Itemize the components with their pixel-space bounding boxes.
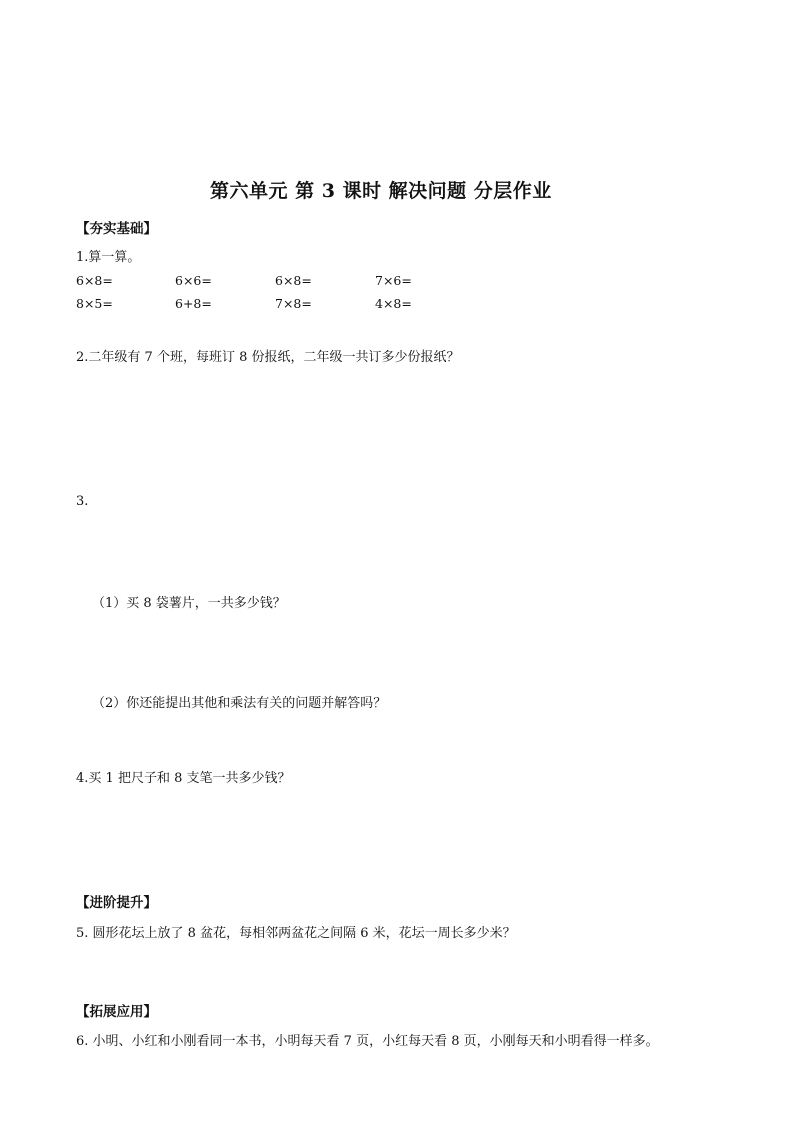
equation: 6×8= bbox=[275, 273, 312, 288]
page-title: 第六单元 第 3 课时 解决问题 分层作业 bbox=[210, 180, 552, 202]
section-basic-heading: 【夯实基础】 bbox=[76, 221, 157, 237]
question-2: 2.二年级有 7 个班，每班订 8 份报纸，二年级一共订多少份报纸？ bbox=[76, 350, 460, 365]
equation: 4×8= bbox=[375, 296, 412, 311]
equation: 7×8= bbox=[275, 296, 312, 311]
section-advanced-heading: 【进阶提升】 bbox=[76, 895, 157, 911]
question-4: 4.买 1 把尺子和 8 支笔一共多少钱？ bbox=[76, 771, 291, 786]
equation: 6×6= bbox=[175, 273, 212, 288]
equation: 6+8= bbox=[175, 296, 212, 311]
question-3-sub-1: （1）买 8 袋薯片，一共多少钱？ bbox=[92, 596, 286, 611]
question-3-sub-2: （2）你还能提出其他和乘法有关的问题并解答吗？ bbox=[92, 696, 387, 711]
section-extended-heading: 【拓展应用】 bbox=[76, 1004, 157, 1020]
question-1-prompt: 1.算一算。 bbox=[76, 250, 141, 265]
equation: 6×8= bbox=[76, 273, 113, 288]
equation: 8×5= bbox=[76, 296, 113, 311]
question-5: 5. 圆形花坛上放了 8 盆花，每相邻两盆花之间隔 6 米，花坛一周长多少米？ bbox=[76, 926, 516, 941]
question-3-number: 3. bbox=[76, 494, 89, 509]
equation: 7×6= bbox=[375, 273, 412, 288]
question-6: 6. 小明、小红和小刚看同一本书，小明每天看 7 页，小红每天看 8 页，小刚每天和小明看得一样多。 bbox=[76, 1034, 659, 1049]
